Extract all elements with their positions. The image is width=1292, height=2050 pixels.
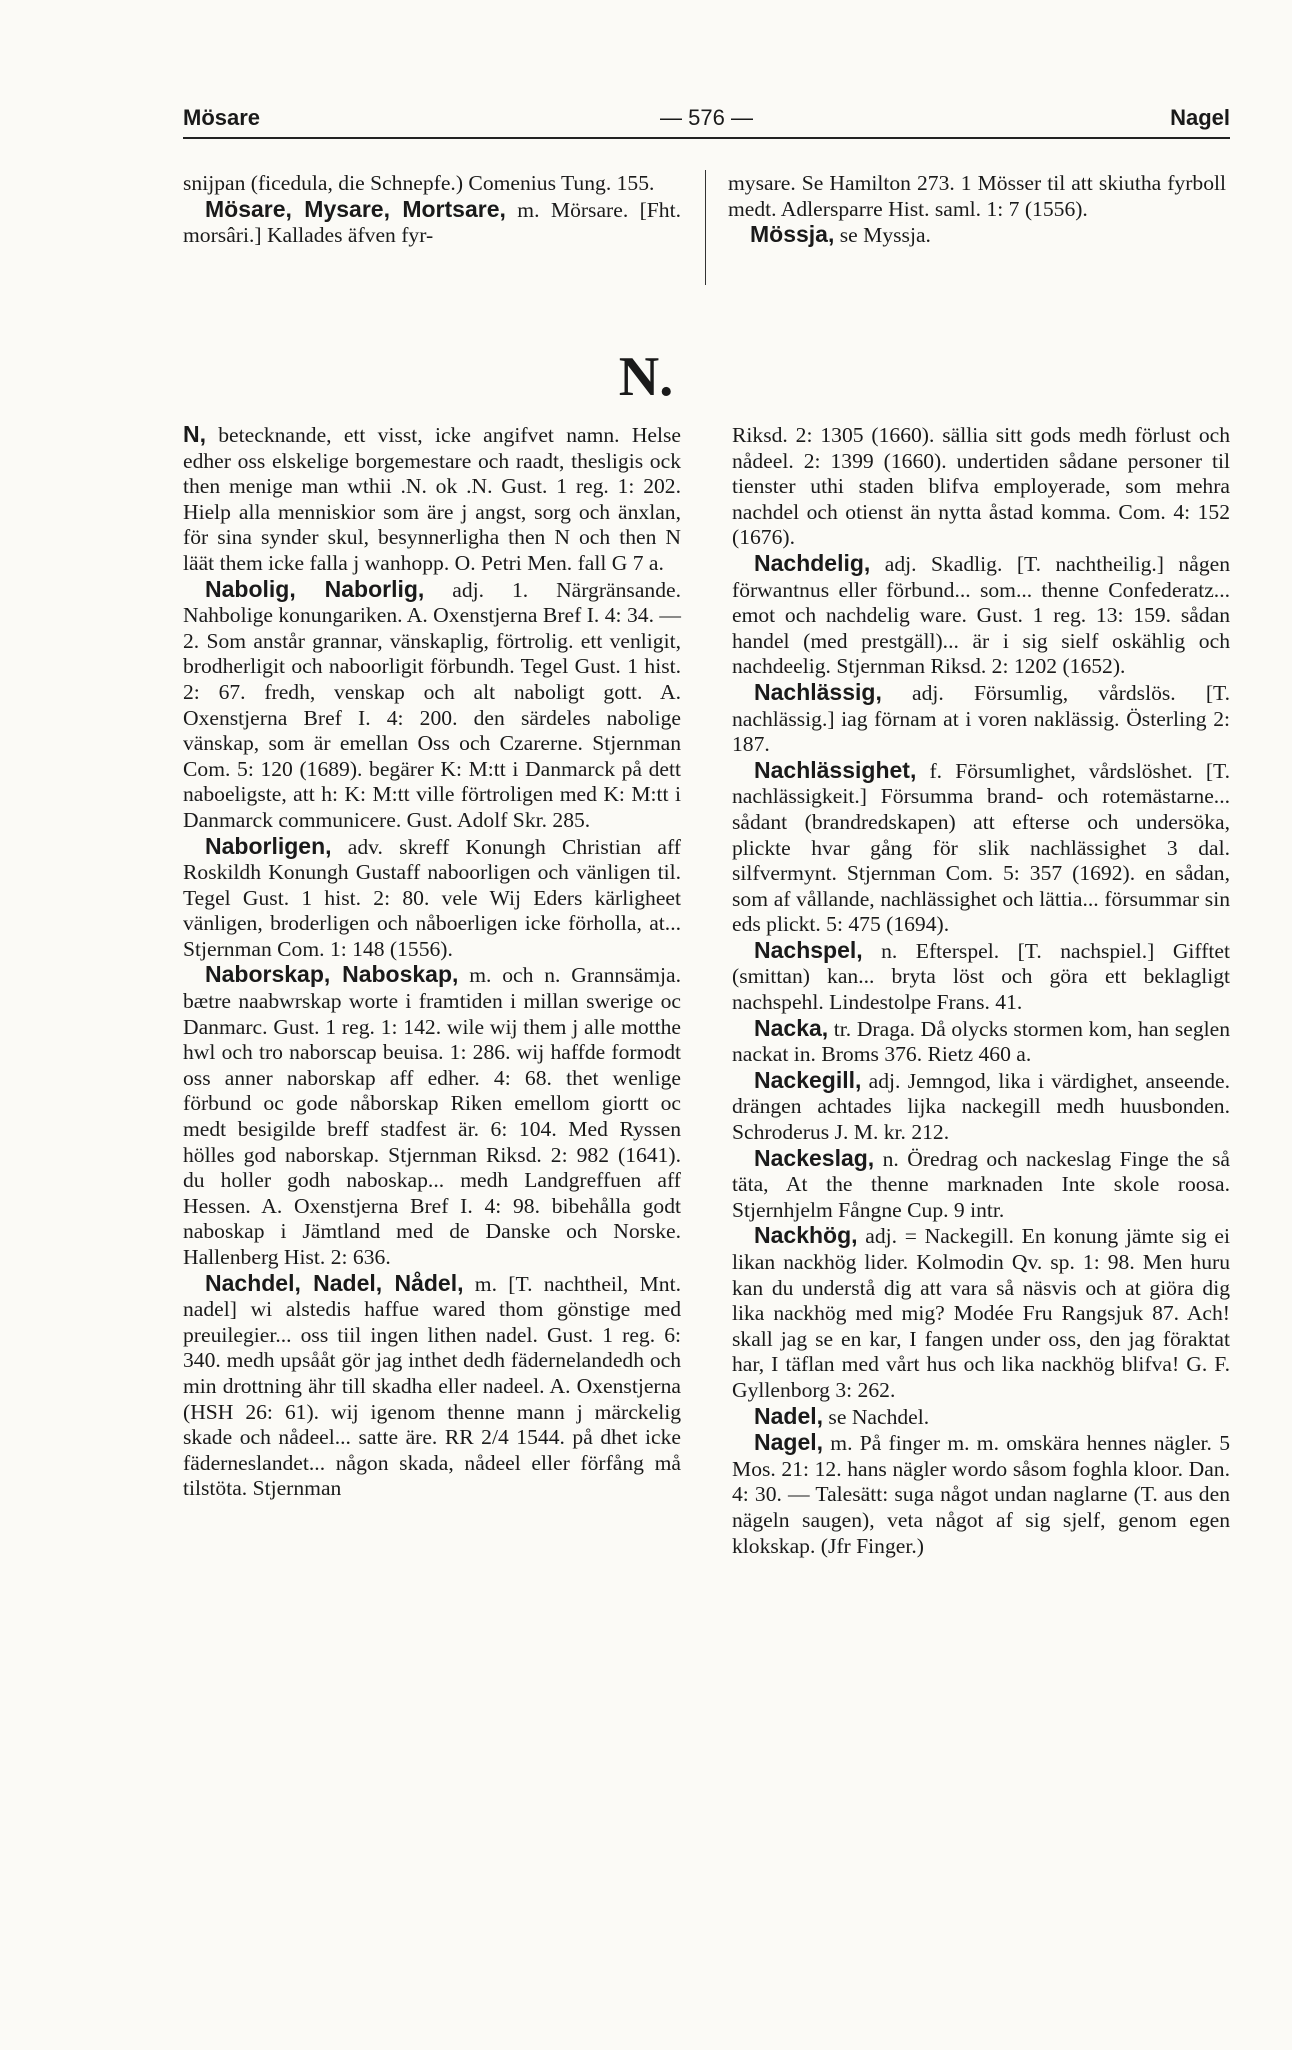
header-left-word: Mösare — [183, 105, 261, 130]
entry-text: adv. skreff Konungh Christian aff Roskildh Konungh Gustaff naboorligen och vänligen til. Tegel Gust. 1 hist. 2: 80. vele Wij Eders kärligheet vänligen, broderligen och nåboerligen icke förholla, at... Stjernman Com. 1: 148 (1556). — [183, 834, 681, 961]
entry-paragraph — [732, 422, 1230, 551]
entry-paragraph — [183, 834, 681, 963]
entry-paragraph — [728, 222, 1226, 249]
entry-paragraph — [183, 197, 681, 249]
entry-headword: Nachspel, — [754, 936, 863, 963]
page-number: — 576 — — [660, 105, 753, 130]
entry-headword: Nagel, — [754, 1429, 824, 1456]
section-letter: N. — [618, 346, 674, 408]
entry-headword: Mössja, — [750, 221, 835, 248]
entry-text: se Nachdel. — [823, 1404, 930, 1429]
entry-paragraph — [732, 1146, 1230, 1224]
entry-text: adj. Jemngod, lika i värdighet, anseende. drängen achtades lijka nackegill medh huusbonden. Schroderus J. M. kr. 212. — [732, 1068, 1230, 1145]
header-rule — [183, 137, 1230, 139]
entry-paragraph — [183, 577, 681, 834]
entry-paragraph — [732, 1016, 1230, 1068]
entry-text: n. Efterspel. [T. nachspiel.] Gifftet (smittan) kan... bryta löst och göra ett beklagligt nachspehl. Lindestolpe Frans. 41. — [732, 938, 1230, 1015]
entry-headword: Nachlässighet, — [754, 756, 917, 783]
entry-text: betecknande, ett visst, icke angifvet namn. Helse edher oss elskelige borgemestare och raadt, thesligis ock then menige man wthii .N. ok .N. Gust. 1 reg. 1: 202. Hielp alla menniskior som äre j angst, sorg och änxlan, för sina synder skul, besynnerligha then N och then N läät them icke falla j wanhopp. O. Petri Men. fall G 7 a. — [183, 423, 681, 575]
entry-paragraph — [732, 758, 1230, 938]
entry-text: n. Öredrag och nackeslag Finge the så täta, At the thenne marknaden Inte skole roosa. Stjernhjelm Fångne Cup. 9 intr. — [732, 1146, 1230, 1222]
entry-paragraph — [732, 1430, 1230, 1559]
entry-paragraph — [183, 1271, 681, 1502]
entry-text: f. Försumlighet, vårdslöshet. [T. nachlässigkeit.] Försumma brand- och rotemästarne... sådant (brandredskapen) att efterse och undersöka, plickte hvar gång för slik nachlässighet 3 dal. silfvermynt. Stjernman Com. 5: 357 (1692). en sådan, som af vållande, nachlässighet och lättia... försummar sin eds plickt. 5: 475 (1694). — [732, 758, 1230, 937]
column-divider — [705, 170, 706, 285]
entry-headword: Nackegill, — [754, 1066, 862, 1093]
entry-paragraph — [732, 1404, 1230, 1431]
left-column — [183, 422, 681, 1502]
entry-paragraph — [183, 422, 681, 577]
entry-paragraph — [732, 551, 1230, 680]
entry-text: Riksd. 2: 1305 (1660). sällia sitt gods medh förlust och nådeel. 2: 1399 (1660). undertiden sådane personer til tienster uthi staden blifva employerade, som mehra nachdel och otienst än nytta åstad komma. Com. 4: 152 (1676). — [732, 423, 1230, 550]
entry-headword: Nachdel, Nadel, Nådel, — [205, 1269, 464, 1296]
header-right-word: Nagel — [1170, 105, 1230, 130]
entry-headword: Naborskap, Naboskap, — [205, 961, 459, 988]
entry-text: adj. Skadlig. [T. nachtheilig.] någen förwantnus eller förbund... som... thenne Confederatz... emot och nachdelig ware. Gust. 1 reg. 13: 159. sådan handel (med prestgäll)... är i sig sielf oskählig och nachdeelig. Stjernman Riksd. 2: 1202 (1652). — [732, 551, 1230, 679]
entry-text: tr. Draga. Då olycks stormen kom, han seglen nackat in. Broms 376. Rietz 460 a. — [732, 1016, 1230, 1067]
entry-text: adj. = Nackegill. En konung jämte sig ei likan nackhög lider. Kolmodin Qv. sp. 1: 98. Men huru kan du understå dig att vara så näsvis och at giöra dig lika nackhög med mig? Modée Fru Rangsjuk 87. Ach! skall jag se en kar, I fangen under oss, den jag föraktat har, I täflan med vårt hus och lika nackhög blifva! G. F. Gyllenborg 3: 262. — [732, 1224, 1230, 1402]
entry-text: m. [T. nachtheil, Mnt. nadel] wi alstedis haffue wared thom gönstige med preuilegier... oss tiil ingen lithen nadel. Gust. 1 reg. 6: 340. medh upsååt gör jag inthet dedh fädernelandedh och min drottning ähr till skadha eller nadeel. A. Oxenstjerna (HSH 26: 61). wij igenom thenne mann j märckelig skade och nådeel... satte äre. RR 2/4 1544. på dhet icke fäderneslandet... någon skada, nådeel eller förfång må tilstöta. Stjernman — [183, 1271, 681, 1501]
entry-headword: Nackhög, — [754, 1222, 858, 1249]
entry-headword: N, — [183, 421, 206, 447]
entry-text: m. På finger m. m. omskära hennes nägler. 5 Mos. 21: 12. hans nägler wordo såsom foghla kloor. Dan. 4: 30. — Talesätt: suga något undan naglarne (T. aus den nägeln saugen), veta något af sig sjelf, genom egen klokskap. (Jfr Finger.) — [732, 1431, 1230, 1558]
entry-paragraph — [183, 170, 681, 197]
entry-headword: Nacka, — [754, 1014, 829, 1041]
entry-headword: Mösare, Mysare, Mortsare, — [205, 195, 506, 222]
entry-text: adj. 1. Närgränsande. Nahbolige konungariken. A. Oxenstjerna Bref I. 4: 34. — 2. Som anstår grannar, vänskaplig, förtrolig. ett venligit, brodherligit och naboorligit förbundh. Tegel Gust. 1 hist. 2: 67. fredh, venskap och alt naboligt gott. A. Oxenstjerna Bref I. 4: 200. den särdeles nabolige vänskap, som är emellan Oss och Czarerne. Stjernman Com. 5: 120 (1689). begärer K: M:tt i Danmarck på dett naboeligste, att h: K: M:tt ville förtroligen med K: M:tt i Danmarck communicere. Gust. Adolf Skr. 285. — [183, 577, 681, 832]
entry-headword: Nachdelig, — [754, 549, 871, 576]
entry-paragraph — [732, 1223, 1230, 1403]
top-left-column — [183, 170, 681, 249]
entry-paragraph — [183, 962, 681, 1270]
entry-headword: Nadel, — [754, 1402, 824, 1429]
entry-text: snijpan (ficedula, die Schnepfe.) Comenius Tung. 155. — [183, 171, 655, 195]
entry-headword: Nachlässig, — [754, 678, 882, 705]
entry-paragraph — [732, 938, 1230, 1016]
entry-headword: Nabolig, Naborlig, — [205, 575, 425, 602]
entry-text: se Myssja. — [834, 223, 931, 248]
running-header — [183, 105, 1230, 135]
entry-text: m. Mörsare. [Fht. morsâri.] Kallades äfven fyr- — [183, 197, 681, 248]
top-right-column — [728, 170, 1226, 249]
entry-text: adj. Försumlig, vårdslös. [T. nachlässig.] iag förnam at i voren naklässig. Österling 2: 187. — [732, 680, 1230, 757]
entry-headword: Naborligen, — [205, 832, 332, 859]
entry-text: mysare. Se Hamilton 273. 1 Mösser til att skiutha fyrboll medt. Adlersparre Hist. saml. 1: 7 (1556). — [728, 171, 1226, 221]
right-column — [732, 422, 1230, 1559]
entry-paragraph — [732, 1068, 1230, 1146]
entry-headword: Nackeslag, — [754, 1144, 875, 1171]
entry-text: m. och n. Grannsämja. bætre naabwrskap worte i framtiden i millan swerige oc Danmarc. Gust. 1 reg. 1: 142. wile wij them j alle motthe hwl och tro naborscap beuisa. 1: 286. wij haffde formodt oss anner naborskap aff edher. 4: 68. thet wenlige förbund oc gode nåborskap Riken emellom giortt oc medt besigilde breff stadfest är. 6: 104. Med Ryssen hölles god naborskap. Stjernman Riksd. 2: 982 (1641). du holler godh naboskap... medh Landgreffuen aff Hessen. A. Oxenstjerna Bref I. 4: 98. bibehålla godt naboskap i Jämtland med de Danske och Norske. Hallenberg Hist. 2: 636. — [183, 963, 681, 1269]
entry-paragraph — [732, 680, 1230, 758]
entry-paragraph — [728, 170, 1226, 222]
